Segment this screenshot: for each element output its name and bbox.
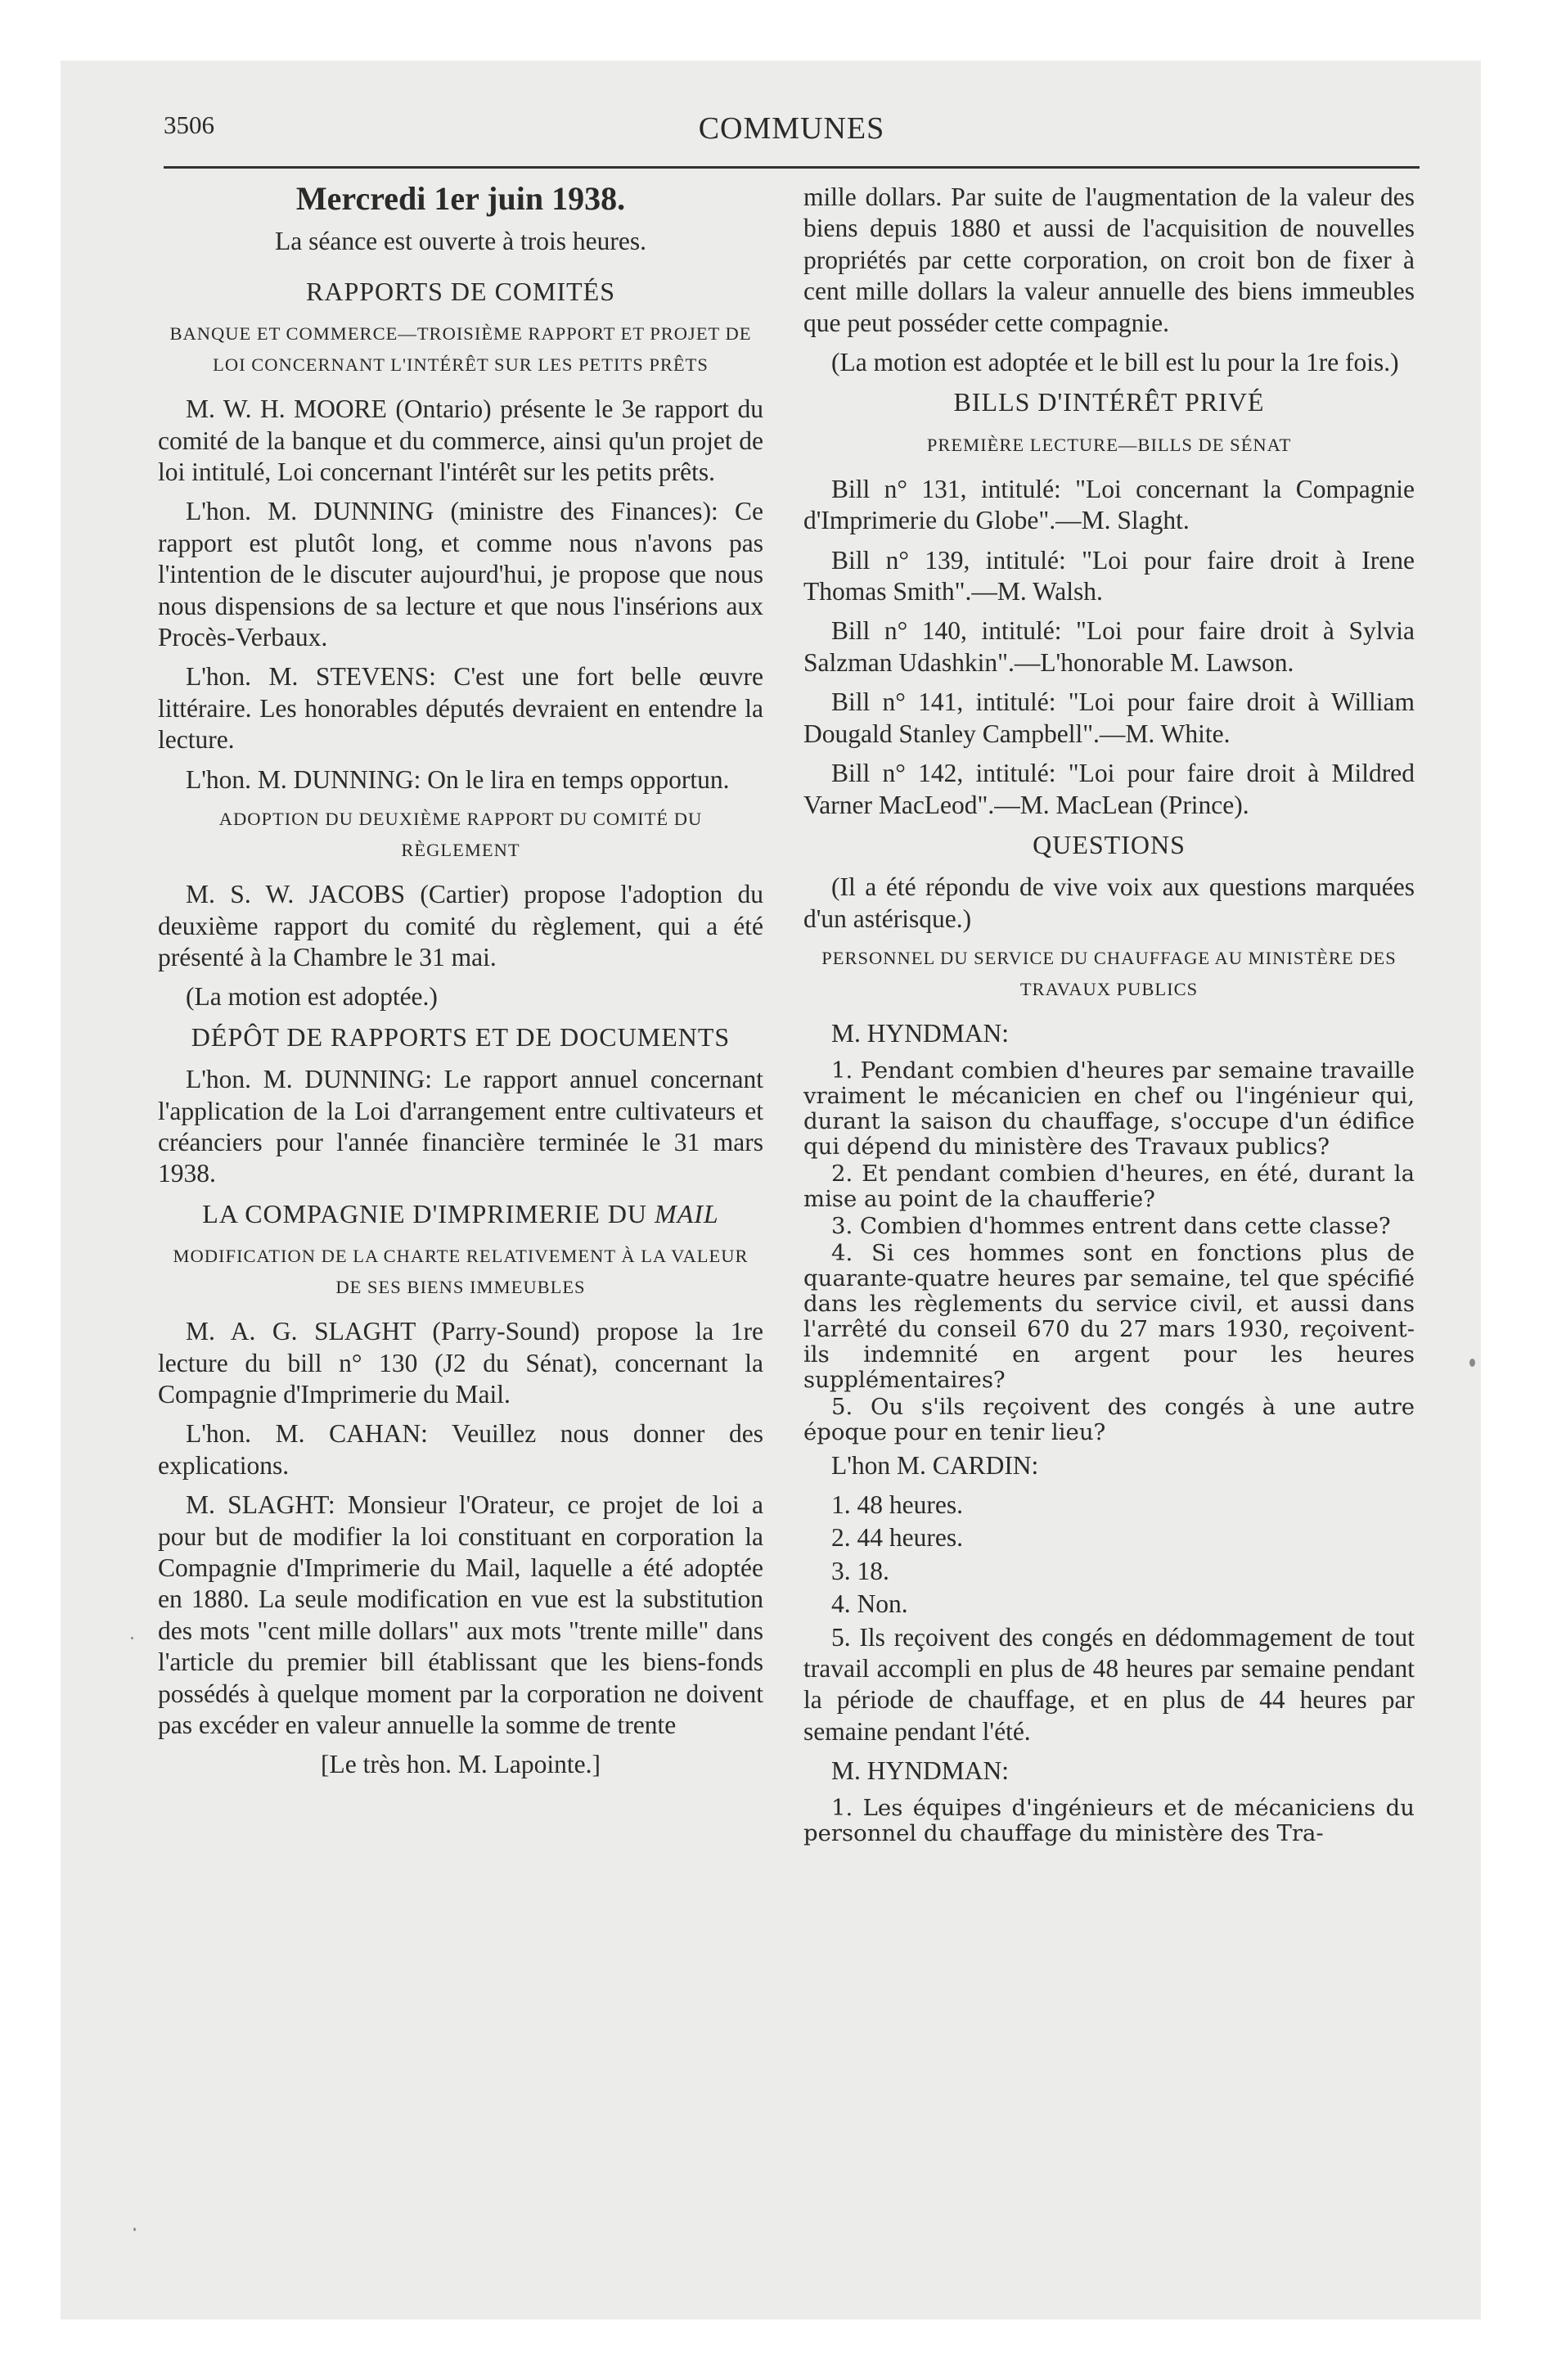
paragraph: L'hon. M. CAHAN: Veuillez nous donner des explications. [158,1419,763,1480]
subheading-banking-commerce: BANQUE ET COMMERCE—TROISIÈME RAPPORT ET PROJET DE LOI CONCERNANT L'INTÉRÊT SUR LES PETITS PRÊTS [169,323,752,376]
heading-mail-company [158,1198,763,1229]
right-column [803,182,1415,1848]
subheading-charter-amendment: MODIFICATION DE LA CHARTE RELATIVEMENT À LA VALEUR DE SES BIENS IMMEUBLES [173,1246,749,1298]
paragraph: M. SLAGHT: Monsieur l'Orateur, ce projet de loi a pour but de modifier la loi constituant en corporation la Compagnie d'Imprimerie du Mail, laquelle a été adoptée en 1880. La seule modification en vue est la substitution des mots "cent mille dollars" aux mots "trente mille" dans l'article du premier bill établissant que les biens-fonds possédés à quelque moment par la corporation ne doivent pas excéder en valeur annuelle la somme de trente [158,1490,763,1740]
paragraph: M. W. H. MOORE (Ontario) présente le 3e rapport du comité de la banque et du commerce, ainsi qu'un projet de loi intitulé, Loi concernant l'intérêt sur les petits prêts. [158,394,763,487]
subheading-senate-first-reading: PREMIÈRE LECTURE—BILLS DE SÉNAT [926,434,1292,455]
subheading-adoption-report: ADOPTION DU DEUXIÈME RAPPORT DU COMITÉ DU RÈGLEMENT [218,809,703,861]
bill-entry: Bill n° 139, intitulé: "Loi pour faire droit à Irene Thomas Smith".—M. Walsh. [803,545,1415,606]
sitting-date: Mercredi 1er juin 1938. [295,180,626,217]
heading-committee-reports: RAPPORTS DE COMITÉS [305,276,616,306]
answer-item: 2. 44 heures. [831,1523,963,1553]
page-signature: [Le très hon. M. Lapointe.] [320,1750,601,1779]
question-list [803,1058,1415,1445]
answer-item: 1. 48 heures. [831,1490,963,1519]
speaker-name: M. HYNDMAN: [831,1019,1010,1048]
left-column [158,182,763,1789]
page-number: 3506 [164,110,214,139]
speaker-name: L'hon M. CARDIN: [831,1450,1039,1480]
heading-private-bills: BILLS D'INTÉRÊT PRIVÉ [953,387,1265,417]
scan-speck [1469,1359,1475,1367]
paragraph: L'hon. M. DUNNING: On le lira en temps opportun. [186,764,730,794]
question-item: 1. Les équipes d'ingénieurs et de mécaniciens du personnel du chauffage du ministère des Tra- [803,1794,1415,1846]
sitting-opening: La séance est ouverte à trois heures. [275,227,646,256]
paragraph: (La motion est adoptée et le bill est lu pour la 1re fois.) [831,348,1399,377]
question-item: 5. Ou s'ils reçoivent des congés à une autre époque pour en tenir lieu? [803,1393,1415,1445]
bill-entry: Bill n° 131, intitulé: "Loi concernant la Compagnie d'Imprimerie du Globe".—M. Slaght. [803,474,1415,535]
answer-item: 3. 18. [831,1556,889,1585]
answer-item: 4. Non. [831,1589,908,1619]
question-item: 3. Combien d'hommes entrent dans cette classe? [831,1212,1391,1239]
subheading-heating-personnel: PERSONNEL DU SERVICE DU CHAUFFAGE AU MINISTÈRE DES TRAVAUX PUBLICS [821,948,1397,1000]
questions-note: (Il a été répondu de vive voix aux questions marquées d'un astérisque.) [803,872,1415,933]
bill-entry: Bill n° 140, intitulé: "Loi pour faire droit à Sylvia Salzman Udashkin".—L'honorable M. Lawson. [803,616,1415,677]
bill-entry: Bill n° 141, intitulé: "Loi pour faire droit à William Dougald Stanley Campbell".—M. White. [803,687,1415,748]
answer-item: 5. Ils reçoivent des congés en dédommagement de tout travail accompli en plus de 48 heures par semaine pendant la période de chauffage, et en plus de 44 heures par semaine pendant l'été. [803,1622,1415,1746]
paragraph: L'hon. M. STEVENS: C'est une fort belle œuvre littéraire. Les honorables députés devraient en entendre la lecture. [158,662,763,755]
paragraph: M. S. W. JACOBS (Cartier) propose l'adoption du deuxième rapport du comité du règlement, qui a été présenté à la Chambre le 31 mai. [158,880,763,971]
page-header [164,110,1420,160]
question-item: 2. Et pendant combien d'heures, en été, durant la mise au point de la chaufferie? [803,1160,1415,1212]
paragraph: L'hon. M. DUNNING (ministre des Finances): Ce rapport est plutôt long, et comme nous n'avons pas l'intention de le discuter aujourd'hui, je propose que nous nous dispensions de sa lecture et que nous l'insérions aux Procès-Verbaux. [158,497,763,652]
scan-speck [133,2228,136,2231]
paragraph-continued: mille dollars. Par suite de l'augmentation de la valeur des biens depuis 1880 et aussi de l'acquisition de nouvelles propriétés par cette corporation, on croit bon de fixer à cent mille dollars la valeur annuelle des biens immeubles que peut posséder cette compagnie. [803,183,1415,337]
question-item: 1. Pendant combien d'heures par semaine travaille vraiment le mécanicien en chef ou l'ingénieur qui, durant la saison du chauffage, s'occupe d'un édifice qui dépend du ministère des Travaux publics? [803,1057,1415,1160]
scan-speck [131,1637,133,1639]
question-list [803,1796,1415,1846]
speaker-name: M. HYNDMAN: [831,1756,1010,1786]
question-item: 4. Si ces hommes sont en fonctions plus de quarante-quatre heures par semaine, tel que spécifié dans les règlements du service civil, et aussi dans l'arrêté du conseil 670 du 27 mars 1930, reçoivent-ils indemnité en argent pour les heures supplémentaires? [803,1239,1415,1393]
page-title: COMMUNES [698,111,885,146]
heading-questions: QUESTIONS [1033,829,1186,859]
header-rule [164,166,1420,169]
heading-mail-prefix: LA COMPAGNIE D'IMPRIMERIE DU [202,1198,655,1228]
paragraph: L'hon. M. DUNNING: Le rapport annuel concernant l'application de la Loi d'arrangement entre cultivateurs et créanciers pour l'année financière terminée le 31 mars 1938. [158,1065,763,1188]
paragraph: (La motion est adoptée.) [186,982,438,1012]
bill-entry: Bill n° 142, intitulé: "Loi pour faire droit à Mildred Varner MacLeod".—M. MacLean (Prince). [803,759,1415,819]
heading-tabling-documents: DÉPÔT DE RAPPORTS ET DE DOCUMENTS [191,1021,731,1052]
heading-mail-italic: MAIL [655,1198,719,1228]
paragraph: M. A. G. SLAGHT (Parry-Sound) propose la 1re lecture du bill n° 130 (J2 du Sénat), concernant la Compagnie d'Imprimerie du Mail. [158,1317,763,1409]
